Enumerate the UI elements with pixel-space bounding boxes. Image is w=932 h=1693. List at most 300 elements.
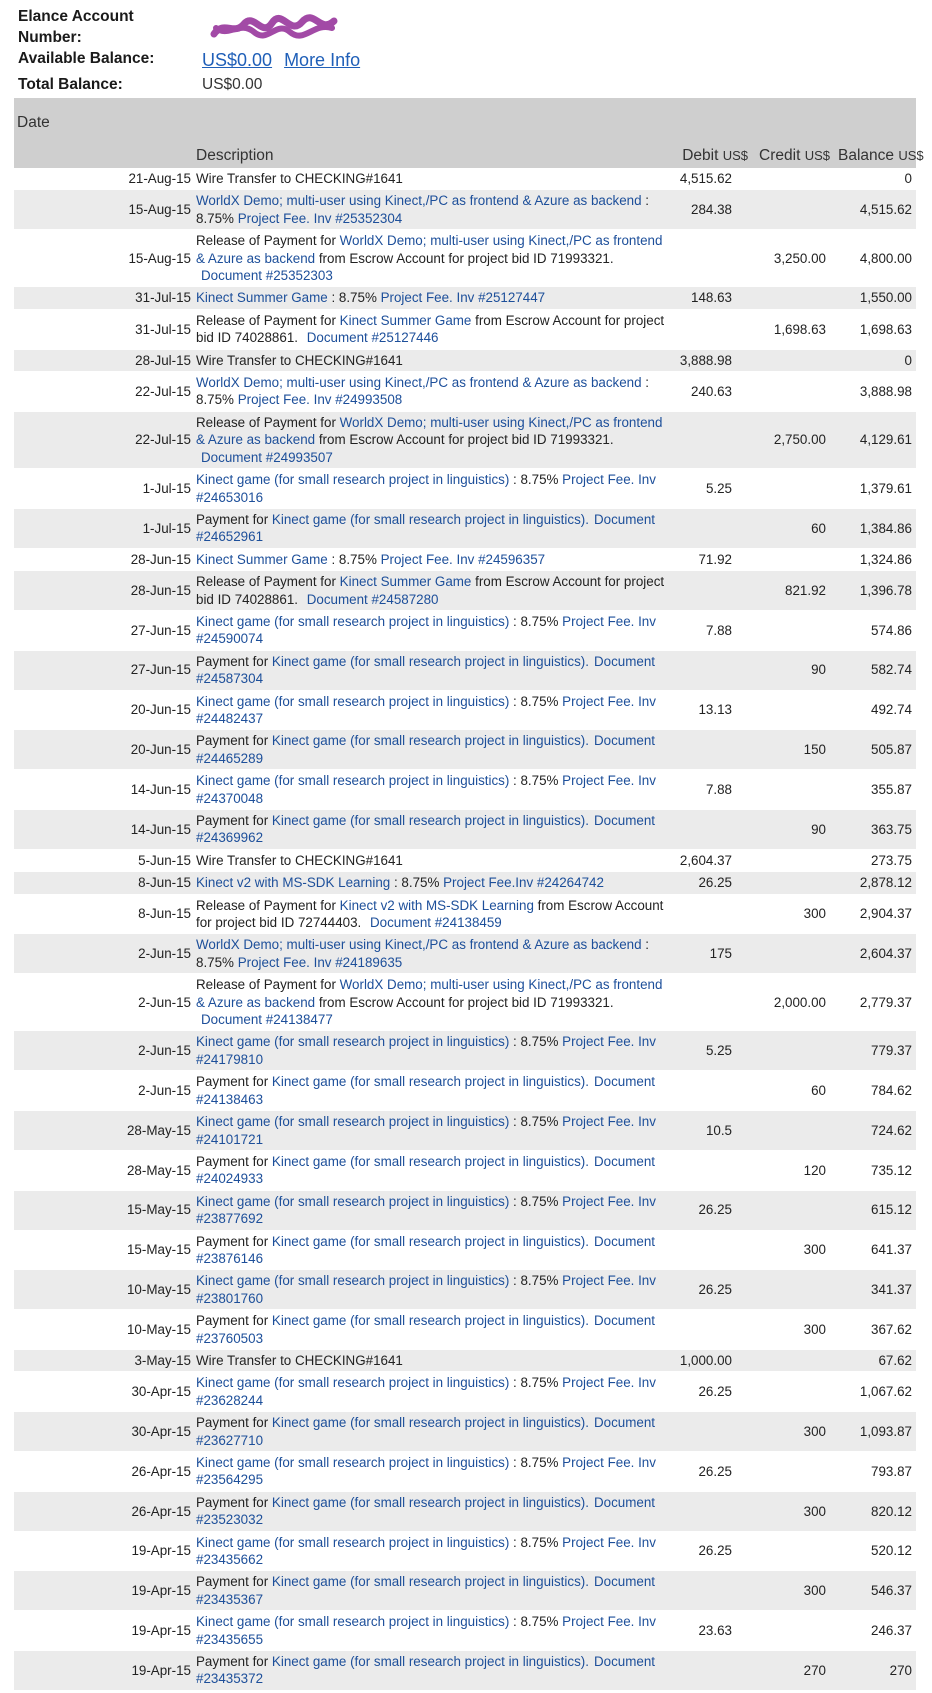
cell-date: 15-May-15 <box>14 1230 193 1270</box>
project-link[interactable]: Kinect game (for small research project in linguistics) <box>196 773 510 789</box>
document-link[interactable]: Document #24369962 <box>196 813 655 846</box>
cell-date: 2-Jun-15 <box>14 934 193 974</box>
project-link[interactable]: Kinect game (for small research project in linguistics) <box>196 1114 510 1130</box>
cell-debit <box>669 974 752 1031</box>
cell-balance: 779.37 <box>834 1031 916 1071</box>
cell-debit: 10.5 <box>669 1111 752 1151</box>
project-link[interactable]: Kinect game (for small research project in linguistics). <box>271 1313 589 1329</box>
cell-debit <box>669 730 752 770</box>
project-link[interactable]: Kinect game (for small research project in linguistics) <box>196 1375 510 1391</box>
description-text: Release of Payment for <box>196 574 340 590</box>
cell-description <box>193 1531 669 1571</box>
project-link[interactable]: Project Fee. Inv #25127447 <box>380 290 546 306</box>
table-row <box>14 190 916 230</box>
project-link[interactable]: Project Fee. Inv #23435662 <box>196 1534 656 1568</box>
cell-credit <box>752 1270 834 1310</box>
project-link[interactable]: Kinect game (for small research project in linguistics). <box>271 653 589 669</box>
cell-credit <box>752 469 834 509</box>
table-row <box>14 1230 916 1270</box>
cell-date: 27-Jun-15 <box>14 610 193 650</box>
description-text: Payment for <box>196 1074 272 1090</box>
description-text: from Escrow Account for project bid ID 71993321. <box>315 994 614 1010</box>
cell-description <box>193 934 669 974</box>
cell-description <box>193 1071 669 1111</box>
cell-date: 19-Apr-15 <box>14 1531 193 1571</box>
table-row <box>14 469 916 509</box>
cell-debit <box>669 1491 752 1531</box>
table-row <box>14 1571 916 1611</box>
project-link[interactable]: WorldX Demo; multi-user using Kinect,/PC as frontend & Azure as backend <box>196 375 642 391</box>
cell-description <box>193 1230 669 1270</box>
project-link[interactable]: Kinect game (for small research project in linguistics) <box>196 472 510 488</box>
document-link[interactable]: Document #23435367 <box>196 1574 655 1607</box>
description-text: Payment for <box>196 1153 272 1169</box>
cell-credit <box>752 372 834 412</box>
cell-balance: 1,324.86 <box>834 548 916 570</box>
cell-debit <box>669 1412 752 1452</box>
cell-credit: 3,250.00 <box>752 230 834 287</box>
cell-description <box>193 810 669 850</box>
project-link[interactable]: Project Fee. Inv #24596357 <box>380 551 546 567</box>
document-link[interactable]: Document #24138463 <box>196 1074 655 1107</box>
project-link[interactable]: Project Fee. Inv #24101721 <box>196 1114 656 1147</box>
cell-credit <box>752 690 834 730</box>
cell-credit <box>752 287 834 309</box>
cell-date: 1-Jul-15 <box>14 508 193 548</box>
project-link[interactable]: Kinect game (for small research project in linguistics). <box>271 1153 589 1169</box>
cell-balance: 367.62 <box>834 1310 916 1350</box>
cell-debit <box>669 1310 752 1350</box>
project-link[interactable]: Project Fee. Inv #23564295 <box>196 1455 656 1488</box>
cell-date: 10-May-15 <box>14 1310 193 1350</box>
description-text: : 8.75% <box>509 1614 563 1630</box>
cell-credit: 270 <box>752 1651 834 1691</box>
cell-date: 31-Jul-15 <box>14 287 193 309</box>
table-row <box>14 1611 916 1651</box>
cell-balance: 1,550.00 <box>834 287 916 309</box>
project-link[interactable]: Kinect game (for small research project in linguistics). <box>271 1233 589 1249</box>
cell-description <box>193 872 669 894</box>
description-text: : 8.75% <box>509 1375 563 1391</box>
table-row <box>14 934 916 974</box>
description-text: Payment for <box>196 1415 272 1431</box>
cell-debit: 175 <box>669 934 752 974</box>
description-text: : 8.75% <box>509 1034 563 1050</box>
table-row <box>14 1651 916 1691</box>
table-row <box>14 1031 916 1071</box>
cell-credit: 150 <box>752 730 834 770</box>
project-link[interactable]: Project Fee.Inv #24264742 <box>443 875 604 891</box>
cell-credit: 2,000.00 <box>752 974 834 1031</box>
document-link[interactable]: Document #24138477 <box>201 1012 333 1028</box>
document-link[interactable]: Document #23523032 <box>196 1494 655 1528</box>
cell-balance: 2,904.37 <box>834 894 916 934</box>
description-text: Release of Payment for <box>196 897 340 913</box>
project-link[interactable]: Project Fee. Inv #23877692 <box>196 1193 656 1227</box>
cell-balance: 4,515.62 <box>834 190 916 230</box>
cell-balance: 1,698.63 <box>834 309 916 349</box>
cell-description <box>193 372 669 412</box>
cell-debit <box>669 1071 752 1111</box>
cell-balance: 1,379.61 <box>834 469 916 509</box>
cell-description <box>193 411 669 468</box>
cell-description <box>193 650 669 690</box>
document-link[interactable]: Document #23760503 <box>196 1313 655 1346</box>
project-link[interactable]: Project Fee. Inv #24482437 <box>196 693 656 726</box>
description-text: Wire Transfer to CHECKING#1641 <box>196 852 403 868</box>
cell-debit: 3,888.98 <box>669 349 752 371</box>
cell-credit <box>752 1031 834 1071</box>
project-link[interactable]: WorldX Demo; multi-user using Kinect,/PC as frontend & Azure as backend <box>196 233 663 266</box>
cell-date: 2-Jun-15 <box>14 974 193 1031</box>
cell-date: 14-Jun-15 <box>14 810 193 850</box>
cell-credit: 300 <box>752 1310 834 1350</box>
table-row <box>14 810 916 850</box>
document-link[interactable]: Document #23876146 <box>196 1233 655 1266</box>
transactions-body <box>14 168 916 1690</box>
cell-balance: 273.75 <box>834 849 916 871</box>
table-row <box>14 1150 916 1190</box>
description-text: : 8.75% <box>509 613 563 629</box>
cell-credit: 120 <box>752 1150 834 1190</box>
cell-debit: 23.63 <box>669 1611 752 1651</box>
cell-credit: 300 <box>752 1571 834 1611</box>
project-link[interactable]: WorldX Demo; multi-user using Kinect,/PC as frontend & Azure as backend <box>196 193 642 209</box>
table-row <box>14 974 916 1031</box>
cell-date: 19-Apr-15 <box>14 1611 193 1651</box>
cell-debit: 13.13 <box>669 690 752 730</box>
project-link[interactable]: Kinect game (for small research project in linguistics) <box>196 1193 510 1209</box>
description-text: : 8.75% <box>509 1193 563 1209</box>
description-text: : 8.75% <box>509 693 563 709</box>
cell-credit: 60 <box>752 1071 834 1111</box>
cell-balance: 270 <box>834 1651 916 1691</box>
project-link[interactable]: Project Fee. Inv #25352304 <box>237 210 403 226</box>
header-balance-unit: US$ <box>898 148 924 163</box>
cell-credit <box>752 1531 834 1571</box>
cell-description <box>193 1031 669 1071</box>
table-row <box>14 571 916 611</box>
cell-credit: 2,750.00 <box>752 411 834 468</box>
cell-description <box>193 1150 669 1190</box>
description-text: : 8.75% <box>327 551 381 567</box>
cell-balance: 67.62 <box>834 1349 916 1371</box>
cell-date: 14-Jun-15 <box>14 770 193 810</box>
description-text: : 8.75% <box>509 1534 563 1550</box>
project-link[interactable]: WorldX Demo; multi-user using Kinect,/PC as frontend & Azure as backend <box>196 414 663 448</box>
header-debit <box>669 98 752 168</box>
cell-credit <box>752 1611 834 1651</box>
project-link[interactable]: Kinect game (for small research project in linguistics). <box>271 1494 589 1510</box>
cell-description <box>193 1372 669 1412</box>
cell-description <box>193 730 669 770</box>
document-link[interactable]: Document #25127446 <box>306 330 439 346</box>
cell-description <box>193 1491 669 1531</box>
cell-description <box>193 1571 669 1611</box>
project-link[interactable]: Project Fee. Inv #24179810 <box>196 1034 656 1067</box>
description-text: : 8.75% <box>390 875 444 891</box>
document-link[interactable]: Document #24587280 <box>306 591 439 607</box>
table-row <box>14 1491 916 1531</box>
cell-balance: 1,093.87 <box>834 1412 916 1452</box>
cell-debit: 1,000.00 <box>669 1349 752 1371</box>
cell-description <box>193 571 669 611</box>
description-text: Payment for <box>196 1313 272 1329</box>
cell-credit: 300 <box>752 1230 834 1270</box>
cell-debit <box>669 1230 752 1270</box>
cell-description <box>193 1611 669 1651</box>
cell-date: 28-Jun-15 <box>14 548 193 570</box>
cell-date: 3-May-15 <box>14 1349 193 1371</box>
cell-description <box>193 1310 669 1350</box>
description-text: : 8.75% <box>196 193 650 226</box>
project-link[interactable]: Project Fee. Inv #24993508 <box>237 392 403 408</box>
document-link[interactable]: Document #24138459 <box>369 915 502 931</box>
cell-balance: 582.74 <box>834 650 916 690</box>
cell-balance: 2,878.12 <box>834 872 916 894</box>
project-link[interactable]: WorldX Demo; multi-user using Kinect,/PC as frontend & Azure as backend <box>196 977 663 1010</box>
table-row <box>14 372 916 412</box>
header-balance-label: Balance <box>838 147 895 164</box>
available-balance-link[interactable] <box>202 50 360 71</box>
description-text: Payment for <box>196 1494 272 1510</box>
project-link[interactable]: Kinect game (for small research project in linguistics). <box>271 1574 589 1590</box>
document-link[interactable]: Document #25352303 <box>201 268 333 284</box>
cell-description <box>193 309 669 349</box>
cell-debit: 5.25 <box>669 469 752 509</box>
document-link[interactable]: Document #24024933 <box>196 1153 655 1187</box>
cell-debit: 26.25 <box>669 872 752 894</box>
project-link[interactable]: Project Fee. Inv #24653016 <box>196 472 656 505</box>
available-balance-label: Available Balance: <box>18 50 155 67</box>
table-row <box>14 894 916 934</box>
cell-description <box>193 690 669 730</box>
document-link[interactable]: Document #24587304 <box>196 653 655 687</box>
table-row <box>14 730 916 770</box>
cell-credit <box>752 1372 834 1412</box>
cell-balance: 0 <box>834 168 916 190</box>
header-debit-unit: US$ <box>722 148 748 163</box>
cell-date: 27-Jun-15 <box>14 650 193 690</box>
more-info-link[interactable]: More Info <box>284 50 361 70</box>
project-link[interactable]: Kinect Summer Game <box>339 312 472 328</box>
cell-date: 8-Jun-15 <box>14 894 193 934</box>
cell-date: 15-May-15 <box>14 1190 193 1230</box>
cell-date: 21-Aug-15 <box>14 168 193 190</box>
project-link[interactable]: Project Fee. Inv #23435655 <box>196 1614 656 1647</box>
cell-credit: 300 <box>752 1491 834 1531</box>
project-link[interactable]: Kinect v2 with MS-SDK Learning <box>196 875 391 891</box>
cell-debit: 7.88 <box>669 770 752 810</box>
cell-balance: 784.62 <box>834 1071 916 1111</box>
cell-balance: 355.87 <box>834 770 916 810</box>
cell-balance: 246.37 <box>834 1611 916 1651</box>
cell-credit <box>752 1452 834 1492</box>
document-link[interactable]: Document #23435372 <box>196 1654 655 1687</box>
cell-credit <box>752 610 834 650</box>
table-header-row <box>14 98 916 168</box>
cell-balance: 341.37 <box>834 1270 916 1310</box>
table-row <box>14 1270 916 1310</box>
description-text: Payment for <box>196 813 272 828</box>
project-link[interactable]: Kinect game (for small research project in linguistics). <box>271 1654 589 1670</box>
description-text: : 8.75% <box>327 290 381 306</box>
table-row <box>14 168 916 190</box>
cell-description <box>193 610 669 650</box>
account-number-label: Elance Account Number: <box>18 8 134 46</box>
header-credit-label: Credit <box>759 147 801 164</box>
cell-credit <box>752 1190 834 1230</box>
cell-debit <box>669 411 752 468</box>
cell-description <box>193 1270 669 1310</box>
cell-credit <box>752 872 834 894</box>
cell-credit <box>752 1349 834 1371</box>
description-text: : 8.75% <box>509 472 563 488</box>
cell-description <box>193 508 669 548</box>
project-link[interactable]: Project Fee. Inv #24370048 <box>196 773 656 806</box>
cell-balance: 505.87 <box>834 730 916 770</box>
table-row <box>14 872 916 894</box>
cell-debit <box>669 894 752 934</box>
cell-description <box>193 1452 669 1492</box>
project-link[interactable]: Kinect game (for small research project in linguistics). <box>271 813 589 828</box>
description-text: Payment for <box>196 733 272 749</box>
cell-date: 30-Apr-15 <box>14 1412 193 1452</box>
project-link[interactable]: Kinect game (for small research project in linguistics) <box>196 693 510 709</box>
cell-debit <box>669 309 752 349</box>
cell-date: 19-Apr-15 <box>14 1571 193 1611</box>
table-row <box>14 650 916 690</box>
cell-date: 15-Aug-15 <box>14 190 193 230</box>
project-link[interactable]: Kinect game (for small research project in linguistics) <box>196 1614 510 1630</box>
cell-credit <box>752 190 834 230</box>
project-link[interactable]: Project Fee. Inv #24590074 <box>196 613 656 647</box>
cell-date: 10-May-15 <box>14 1270 193 1310</box>
description-text: from Escrow Account for project bid ID 71993321. <box>315 250 614 266</box>
cell-date: 28-Jul-15 <box>14 349 193 371</box>
project-link[interactable]: Kinect game (for small research project in linguistics). <box>271 1415 589 1431</box>
project-link[interactable]: Project Fee. Inv #24189635 <box>237 954 403 970</box>
document-link[interactable]: Document #24652961 <box>196 511 655 545</box>
cell-description <box>193 849 669 871</box>
cell-date: 28-May-15 <box>14 1150 193 1190</box>
cell-balance: 735.12 <box>834 1150 916 1190</box>
cell-date: 1-Jul-15 <box>14 469 193 509</box>
cell-balance: 3,888.98 <box>834 372 916 412</box>
project-link[interactable]: Kinect game (for small research project in linguistics) <box>196 1273 510 1289</box>
header-balance <box>834 98 924 168</box>
cell-debit: 240.63 <box>669 372 752 412</box>
total-balance-value: US$0.00 <box>202 76 263 93</box>
table-row <box>14 548 916 570</box>
project-link[interactable]: Kinect game (for small research project in linguistics) <box>196 613 510 629</box>
cell-balance: 574.86 <box>834 610 916 650</box>
cell-date: 19-Apr-15 <box>14 1651 193 1691</box>
account-number-row <box>18 6 478 48</box>
project-link[interactable]: Kinect game (for small research project in linguistics). <box>271 511 589 527</box>
cell-debit <box>669 1571 752 1611</box>
table-row <box>14 230 916 287</box>
document-link[interactable]: Document #24993507 <box>201 449 333 465</box>
project-link[interactable]: Kinect game (for small research project in linguistics). <box>271 733 589 749</box>
table-row <box>14 508 916 548</box>
cell-description <box>193 190 669 230</box>
project-link[interactable]: Kinect Summer Game <box>196 551 328 567</box>
cell-balance: 0 <box>834 349 916 371</box>
description-text: Wire Transfer to CHECKING#1641 <box>196 1352 403 1368</box>
description-text: : 8.75% <box>509 773 563 789</box>
cell-date: 20-Jun-15 <box>14 690 193 730</box>
cell-balance: 2,604.37 <box>834 934 916 974</box>
description-text: Release of Payment for <box>196 233 340 249</box>
cell-debit: 5.25 <box>669 1031 752 1071</box>
description-text: Release of Payment for <box>196 414 340 430</box>
table-row <box>14 1111 916 1151</box>
cell-balance: 820.12 <box>834 1491 916 1531</box>
cell-debit: 26.25 <box>669 1531 752 1571</box>
description-text: : 8.75% <box>509 1455 563 1470</box>
cell-credit <box>752 168 834 190</box>
table-row <box>14 1372 916 1412</box>
description-text: : 8.75% <box>196 937 650 970</box>
cell-debit: 26.25 <box>669 1270 752 1310</box>
cell-balance: 724.62 <box>834 1111 916 1151</box>
cell-description <box>193 1190 669 1230</box>
document-link[interactable]: Document #24465289 <box>196 733 655 766</box>
table-row <box>14 1349 916 1371</box>
cell-credit: 90 <box>752 810 834 850</box>
project-link[interactable]: Kinect game (for small research project in linguistics) <box>196 1034 510 1050</box>
cell-description <box>193 168 669 190</box>
header-debit-label: Debit <box>682 147 719 164</box>
project-link[interactable]: Kinect game (for small research project in linguistics) <box>196 1534 510 1550</box>
cell-debit: 26.25 <box>669 1372 752 1412</box>
project-link[interactable]: WorldX Demo; multi-user using Kinect,/PC as frontend & Azure as backend <box>196 937 642 953</box>
description-text: Payment for <box>196 1233 272 1249</box>
document-link[interactable]: Document #23627710 <box>196 1415 655 1448</box>
project-link[interactable]: Project Fee. Inv #23801760 <box>196 1273 656 1306</box>
cell-debit <box>669 508 752 548</box>
cell-debit: 71.92 <box>669 548 752 570</box>
cell-balance: 363.75 <box>834 810 916 850</box>
available-balance-row <box>18 48 478 74</box>
cell-date: 2-Jun-15 <box>14 1071 193 1111</box>
description-text: Payment for <box>196 1574 272 1590</box>
table-row <box>14 770 916 810</box>
project-link[interactable]: Kinect game (for small research project in linguistics) <box>196 1455 510 1470</box>
description-text: : 8.75% <box>509 1114 563 1130</box>
cell-description <box>193 770 669 810</box>
project-link[interactable]: Kinect v2 with MS-SDK Learning <box>339 897 534 913</box>
project-link[interactable]: Kinect Summer Game <box>196 290 328 306</box>
description-text: Payment for <box>196 653 272 669</box>
transactions-table <box>14 98 924 1691</box>
description-text: from Escrow Account for project bid ID 72744403. <box>196 897 664 931</box>
total-balance-row <box>18 74 478 96</box>
cell-credit <box>752 770 834 810</box>
cell-credit <box>752 1111 834 1151</box>
available-balance-value[interactable]: US$0.00 <box>202 50 273 70</box>
header-date: Date <box>14 98 193 168</box>
table-row <box>14 1071 916 1111</box>
cell-debit <box>669 571 752 611</box>
project-link[interactable]: Kinect Summer Game <box>339 574 472 590</box>
table-row <box>14 610 916 650</box>
project-link[interactable]: Project Fee. Inv #23628244 <box>196 1375 656 1408</box>
description-text: Release of Payment for <box>196 312 340 328</box>
project-link[interactable]: Kinect game (for small research project in linguistics). <box>271 1074 589 1090</box>
table-row <box>14 1452 916 1492</box>
